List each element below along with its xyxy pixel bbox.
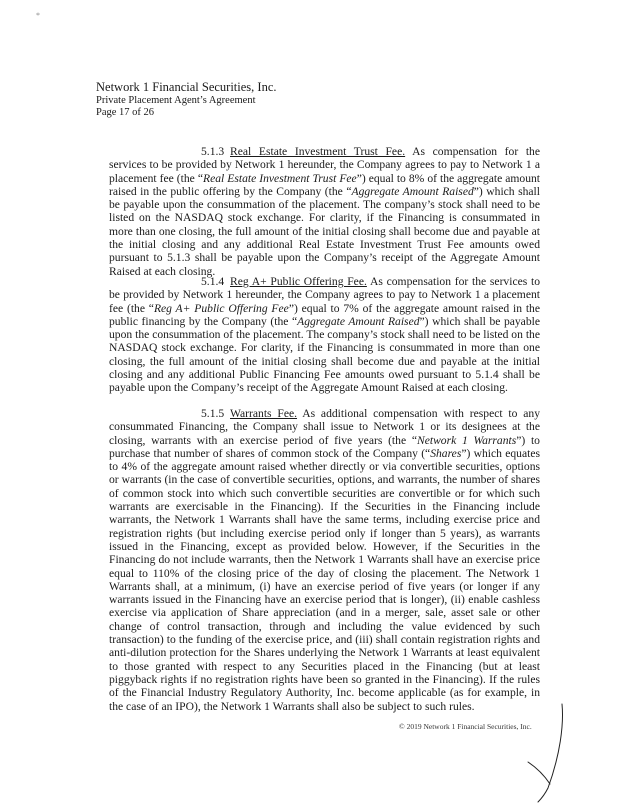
defined-term: Aggregate Amount Raised [297, 314, 420, 328]
copyright-footer: © 2019 Network 1 Financial Securities, Inc. [399, 722, 532, 731]
section-title: Reg A+ Public Offering Fee. [230, 275, 367, 288]
body-text-run: ”) which shall be payable upon the consummation of the placement. The company’s stock shall need to be listed on the NASDAQ stock exchange. For clarity, if the Financing is consummated in more than one closing, the full amount of the initial closing shall become due and payable at the initial closing and any additional Real Estate Investment Trust Fee amounts owed pursuant to 5.1.3 shall be payable upon the Company’s receipt of the Aggregate Amount Raised at each closing. [109, 184, 540, 278]
body-text-run: As compensation for the services to be provided by Network 1 hereunder, the Company agrees to pay to Network 1 a placement fee (the “ [109, 275, 541, 315]
section-5-1-5 [109, 407, 540, 713]
section-5-1-3 [109, 145, 540, 278]
body-text-run: ”) equal to 7% of the aggregate amount raised in the public financing by the Company (the “ [109, 301, 540, 328]
defined-term: Aggregate Amount Raised [351, 184, 474, 198]
header-company: Network 1 Financial Securities, Inc. [96, 80, 277, 94]
body-text-run: ”) which shall be payable upon the consummation of the placement. The company’s stock shall need to be listed on the NASDAQ stock exchange. For clarity, if the Financing is consummated in more than one closing, the full amount of the initial closing shall become due and payable at the initial closing and any additional Public Financing Fee amounts owed pursuant to 5.1.4 shall be payable upon the Company’s receipt of the Aggregate Amount Raised at each closing. [109, 314, 540, 395]
section-title: Real Estate Investment Trust Fee. [230, 145, 406, 158]
handwritten-initials [520, 700, 580, 805]
body-text-run: ”) equal to 8% of the aggregate amount raised in the public offering by the Company (the “ [109, 171, 541, 198]
section-number: 5.1.3 [201, 145, 225, 158]
section-5-1-4 [109, 275, 540, 395]
defined-term: Network 1 Warrants [416, 433, 517, 447]
body-text-run: ”) which equates to 4% of the aggregate amount raised whether directly or via convertible securities, options or warrants (in the case of convertible securities, options, and warrants, the number of shares of common stock into which such convertible securities are convertible or for which such warrants are exercisable in the Financing). If the Securities in the Financing include warrants, the Network 1 Warrants shall have the same terms, including exercise price and registration rights (but including exercise period only if longer than 5 years), as warrants issued in the Financing, except as provided below. However, if the Securities in the Financing do not include warrants, then the Network 1 Warrants shall have an exercise price equal to 110% of the closing price of the day of closing the placement. The Network 1 Warrants shall, at a minimum, (i) have an exercise period of five years (or longer if any warrants issued in the Financing have an exercise period that is longer), (ii) enable cashless exercise via application of Share appreciation (and in a merger, sale, asset sale or other change of control transaction, through and including the value evidenced by such transaction) to the funding of the exercise price, and (iii) shall contain registration rights and anti-dilution protection for the Shares underlying the Network 1 Warrants at least equivalent to those granted with respect to any Securities placed in the Financing (but at least piggyback rights if no registration rights have been so granted in the Financing). If the rules of the Financial Industry Regulatory Authority, Inc. become applicable (as for example, in the case of an IPO), the Network 1 Warrants shall also be subject to such rules. [109, 446, 540, 713]
section-title: Warrants Fee. [230, 407, 298, 420]
page-header [96, 80, 277, 119]
header-page-number: Page 17 of 26 [96, 107, 155, 118]
section-number: 5.1.4 [201, 275, 225, 288]
header-doc-title: Private Placement Agent’s Agreement [96, 95, 256, 106]
section-number: 5.1.5 [201, 407, 225, 420]
defined-term: Shares [430, 446, 462, 460]
body-text-run: ”) to purchase that number of shares of common stock of the Company (“ [109, 433, 540, 460]
body-text-run: As additional compensation with respect to any consummated Financing, the Company shall issue to Network 1 or its designees at the closing, warrants with an exercise period of five years (the “ [109, 407, 541, 447]
body-text-run: As compensation for the services to be provided by Network 1 hereunder, the Company agrees to pay to Network 1 a placement fee (the “ [109, 145, 540, 185]
defined-term: Real Estate Investment Trust Fee [203, 171, 357, 185]
corner-mark: * [36, 11, 40, 20]
defined-term: Reg A+ Public Offering Fee [153, 301, 289, 315]
